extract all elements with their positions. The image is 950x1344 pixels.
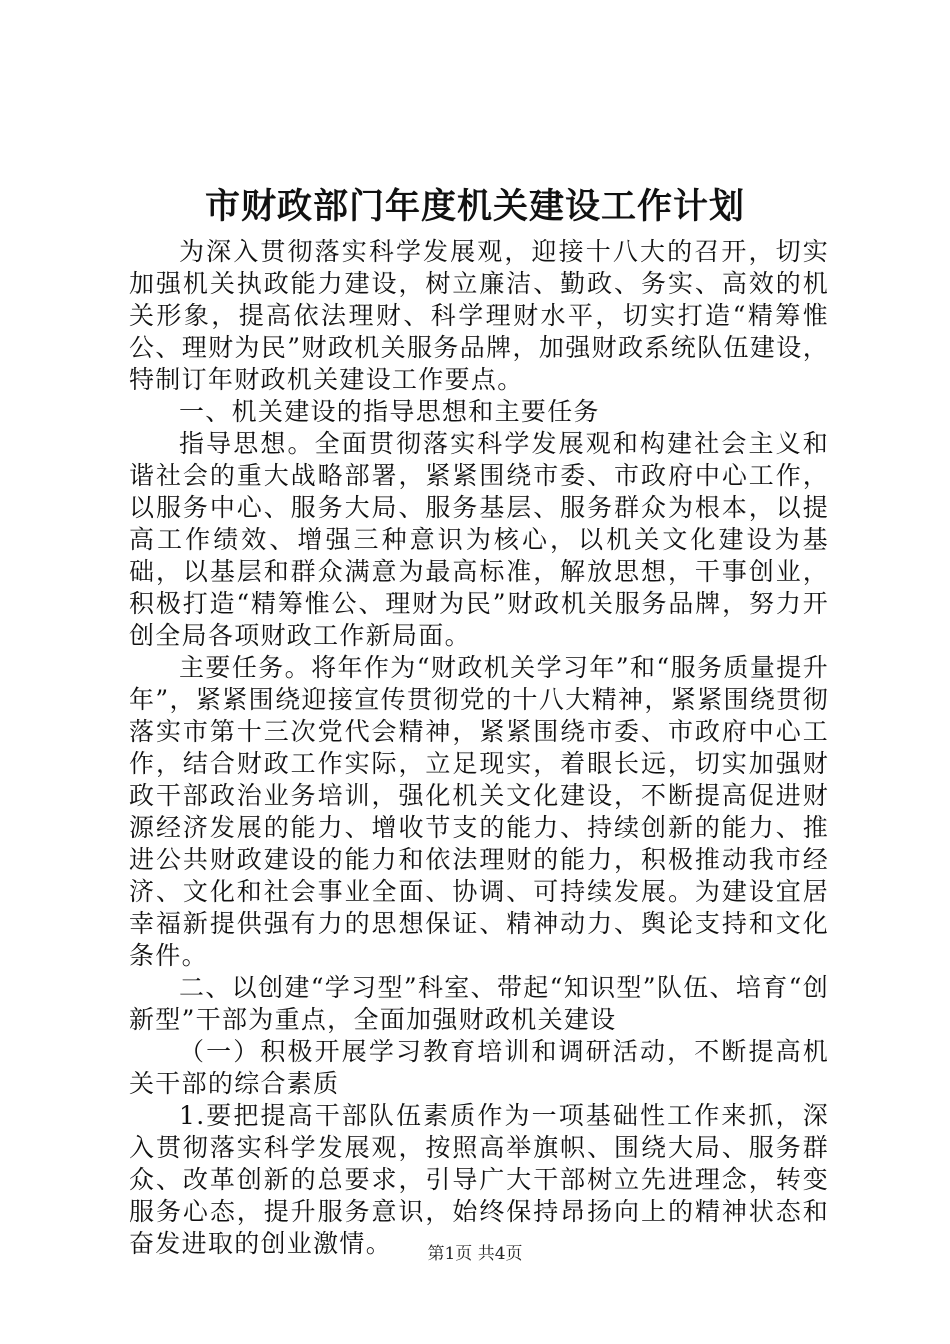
paragraph-main-tasks: 主要任务。将年作为“财政机关学习年”和“服务质量提升年”，紧紧围绕迎接宣传贯彻党的十八大精神，紧紧围绕贯彻落实市第十三次党代会精神，紧紧围绕市委、市政府中心工作，结合财政工作实际，立足现实，着眼长远，切实加强财政干部政治业务培训，强化机关文化建设，不断提高促进财源经济发展的能力、增收节支的能力、持续创新的能力、推进公共财政建设的能力和依法理财的能力，积极推动我市经济、文化和社会事业全面、协调、可持续发展。为建设宜居幸福新提供强有力的思想保证、精神动力、舆论支持和文化条件。 — [129, 653, 829, 970]
page-footer: 第1页 共4页 — [427, 1244, 523, 1264]
document-body — [129, 236, 829, 1260]
paragraph-intro: 为深入贯彻落实科学发展观，迎接十八大的召开，切实加强机关执政能力建设，树立廉洁、勤政、务实、高效的机关形象，提高依法理财、科学理财水平，切实打造“精筹惟公、理财为民”财政机关服务品牌，加强财政系统队伍建设，特制订年财政机关建设工作要点。 — [129, 237, 829, 394]
paragraph-guiding-thought: 指导思想。全面贯彻落实科学发展观和构建社会主义和谐社会的重大战略部署，紧紧围绕市委、市政府中心工作，以服务中心、服务大局、服务基层、服务群众为根本，以提高工作绩效、增强三种意识为核心，以机关文化建设为基础，以基层和群众满意为最高标准，解放思想，干事创业，积极打造“精筹惟公、理财为民”财政机关服务品牌，努力开创全局各项财政工作新局面。 — [129, 429, 829, 650]
heading-subsection-1: （一）积极开展学习教育培训和调研活动，不断提高机关干部的综合素质 — [129, 1037, 829, 1098]
heading-section-2: 二、以创建“学习型”科室、带起“知识型”队伍、培育“创新型”干部为重点，全面加强财政机关建设 — [129, 973, 829, 1034]
document-title: 市财政部门年度机关建设工作计划 — [204, 186, 745, 227]
paragraph-item-1: 1.要把提高干部队伍素质作为一项基础性工作来抓，深入贯彻落实科学发展观，按照高举旗帜、围绕大局、服务群众、改革创新的总要求，引导广大干部树立先进理念，转变服务心态，提升服务意识，始终保持昂扬向上的精神状态和奋发进取的创业激情。 — [129, 1101, 829, 1258]
heading-section-1: 一、机关建设的指导思想和主要任务 — [179, 397, 600, 426]
